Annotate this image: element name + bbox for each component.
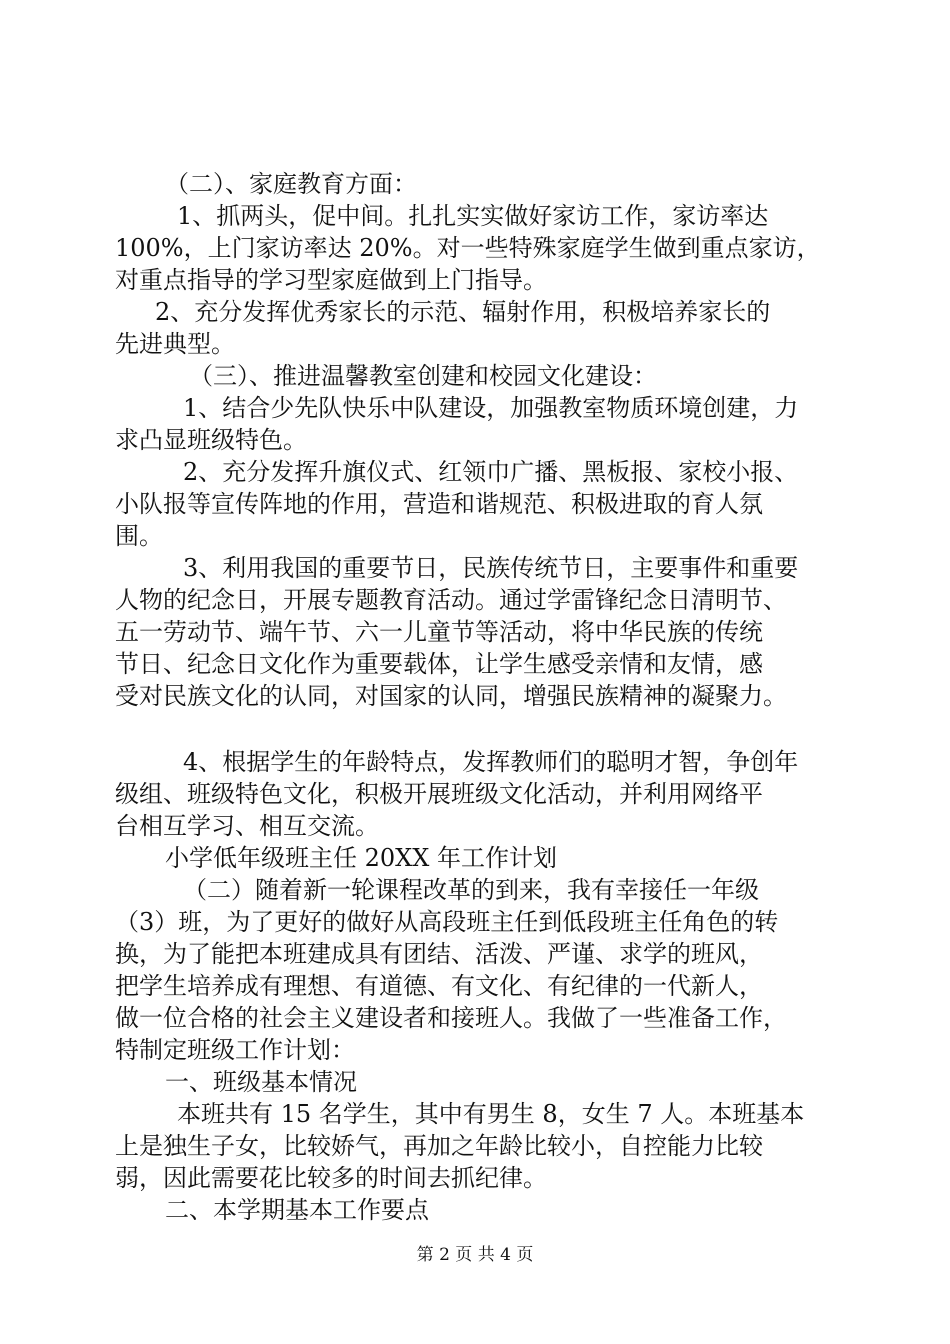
paragraph-gap	[115, 712, 835, 746]
section-heading-family-education: （二）、家庭教育方面：	[165, 170, 417, 198]
paragraph-line: （二）随着新一轮课程改革的到来，我有幸接任一年级	[183, 876, 759, 904]
paragraph-line: 本班共有 15 名学生，其中有男生 8，女生 7 人。本班基本	[177, 1100, 805, 1128]
section-heading-classroom-culture: （三）、推进温馨教室创建和校园文化建设：	[189, 362, 657, 390]
paragraph-line: 弱，因此需要花比较多的时间去抓纪律。	[115, 1164, 547, 1192]
paragraph-line: 对重点指导的学习型家庭做到上门指导。	[115, 266, 547, 294]
paragraph-line: 台相互学习、相互交流。	[115, 812, 379, 840]
paragraph-line: （3）班，为了更好的做好从高段班主任到低段班主任角色的转	[115, 908, 779, 936]
section-heading-class-situation: 一、班级基本情况	[165, 1068, 357, 1096]
paragraph-line: 3、利用我国的重要节日，民族传统节日，主要事件和重要	[183, 554, 799, 582]
section-heading-work-points: 二、本学期基本工作要点	[165, 1196, 429, 1224]
paragraph-line: 围。	[115, 522, 163, 550]
paragraph-line: 级组、班级特色文化，积极开展班级文化活动，并利用网络平	[115, 780, 763, 808]
paragraph-line: 特制定班级工作计划：	[115, 1036, 355, 1064]
paragraph-line: 节日、纪念日文化作为重要载体，让学生感受亲情和友情，感	[115, 650, 763, 678]
paragraph-line: 4、根据学生的年龄特点，发挥教师们的聪明才智，争创年	[183, 748, 799, 776]
paragraph-line: 做一位合格的社会主义建设者和接班人。我做了一些准备工作，	[115, 1004, 787, 1032]
paragraph-line: 把学生培养成有理想、有道德、有文化、有纪律的一代新人，	[115, 972, 763, 1000]
paragraph-line: 2、充分发挥优秀家长的示范、辐射作用，积极培养家长的	[155, 298, 771, 326]
paragraph-line: 人物的纪念日，开展专题教育活动。通过学雷锋纪念日清明节、	[115, 586, 787, 614]
paragraph-line: 小队报等宣传阵地的作用，营造和谐规范、积极进取的育人氛	[115, 490, 763, 518]
paragraph-line: 100%，上门家访率达 20%。对一些特殊家庭学生做到重点家访，	[115, 234, 821, 262]
paragraph-line: 换，为了能把本班建成具有团结、活泼、严谨、求学的班风，	[115, 940, 763, 968]
paragraph-line: 五一劳动节、端午节、六一儿童节等活动，将中华民族的传统	[115, 618, 763, 646]
page-number-footer: 第 2 页 共 4 页	[416, 1245, 534, 1265]
paragraph-line: 先进典型。	[115, 330, 235, 358]
paragraph-line: 求凸显班级特色。	[115, 426, 307, 454]
paragraph-line: 1、结合少先队快乐中队建设，加强教室物质环境创建，力	[183, 394, 799, 422]
paragraph-line: 2、充分发挥升旗仪式、红领巾广播、黑板报、家校小报、	[183, 458, 799, 486]
paragraph-line: 受对民族文化的认同，对国家的认同，增强民族精神的凝聚力。	[115, 682, 787, 710]
paragraph-line: 1、抓两头，促中间。扎扎实实做好家访工作，家访率达	[177, 202, 769, 230]
document-subtitle: 小学低年级班主任 20XX 年工作计划	[165, 844, 557, 872]
document-body	[115, 168, 835, 1226]
paragraph-line: 上是独生子女，比较娇气，再加之年龄比较小，自控能力比较	[115, 1132, 763, 1160]
